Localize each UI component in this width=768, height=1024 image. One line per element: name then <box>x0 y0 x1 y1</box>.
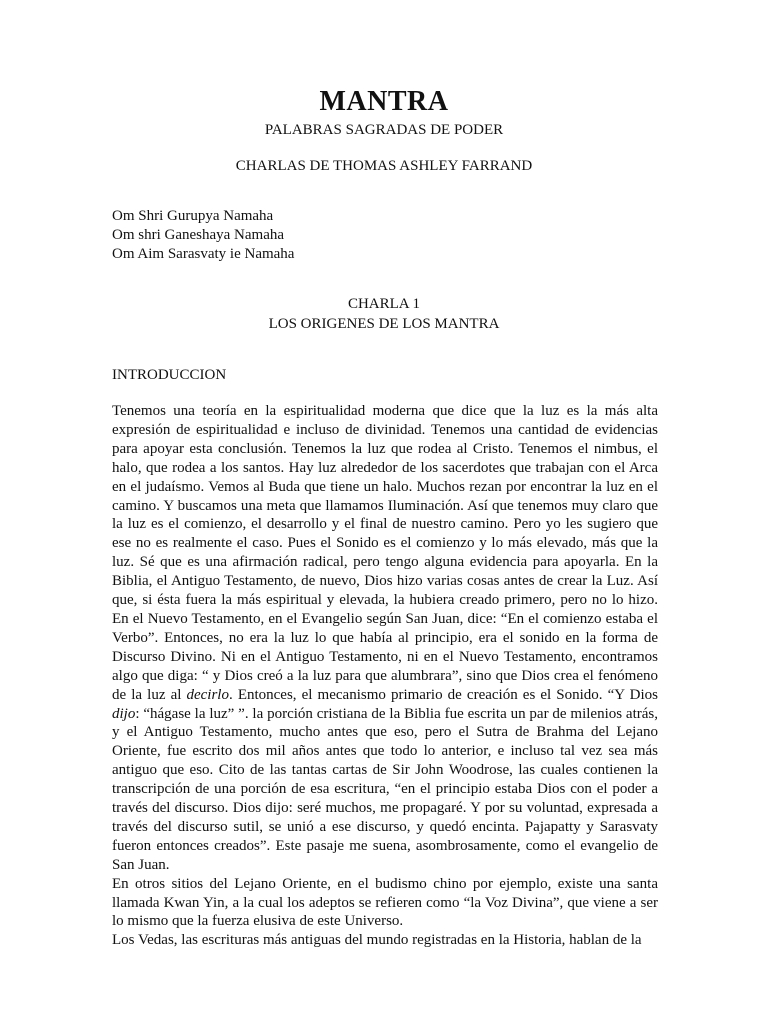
paragraph: Los Vedas, las escrituras más antiguas del mundo registradas en la Historia, hablan de la <box>112 932 642 949</box>
chapter-title: LOS ORIGENES DE LOS MANTRA <box>268 316 500 332</box>
section-heading: INTRODUCCION <box>112 367 227 383</box>
mantra-list <box>112 207 294 264</box>
paragraph-text: . Entonces, el mecanismo primario de creación es el Sonido. “Y Dios <box>228 686 658 703</box>
italic-word: dijo <box>112 705 136 722</box>
italic-word: decirlo <box>186 686 229 703</box>
body-text <box>112 402 658 950</box>
mantra-line: Om shri Ganeshaya Namaha <box>112 227 285 243</box>
mantra-line: Om Shri Gurupya Namaha <box>112 208 274 224</box>
paragraph: En otros sitios del Lejano Oriente, en el budismo chino por ejemplo, existe una santa llamada Kwan Yin, a la cual los adeptos se refieren como “la Voz Divina”, que viene a ser lo mismo que la fuerza elusiva de este Universo. <box>112 875 658 930</box>
paragraph <box>112 402 658 875</box>
document-subtitle: PALABRAS SAGRADAS DE PODER <box>264 122 504 138</box>
document-title: MANTRA <box>319 86 449 117</box>
mantra-line: Om Aim Sarasvaty ie Namaha <box>112 246 295 262</box>
author-line: CHARLAS DE THOMAS ASHLEY FARRAND <box>235 158 533 174</box>
paragraph-text: Tenemos una teoría en la espiritualidad moderna que dice que la luz es la más alta expresión de espiritualidad e incluso de divinidad. Tenemos una cantidad de evidencias para apoyar esta conclusión. Tenemos la luz que rodea al Cristo. Tenemos el nimbus, el halo, que rodea a los santos. Hay luz alrededor de los sacerdotes que trabajan con el Arca en el judaísmo. Vemos al Buda que tiene un halo. Muchos rezan por encontrar la luz en el camino. Y buscamos una meta que llamamos Iluminación. Así que tenemos muy claro que la luz es el comienzo, el desarrollo y el final de nuestro camino. Pero yo les sugiero que ese no es realmente el caso. Pues el Sonido es el comienzo y lo más elevado, más que la luz. Sé que es una afirmación radical, pero tengo alguna evidencia para apoyarla. En la Biblia, el Antiguo Testamento, de nuevo, Dios hizo varias cosas antes de crear la Luz. Así que, si ésta fuera la más espiritual y elevada, la hubiera creado primero, pero no lo hizo. En el Nuevo Testamento, en el Evangelio según San Juan, dice: “En el comienzo estaba el Verbo”. Entonces, no era la luz lo que había al principio, era el sonido en la forma de Discurso Divino. Ni en el Antiguo Testamento, ni en el Nuevo Testamento, encontramos algo que diga: “ y Dios creó a la luz para que alumbrara”, sino que Dios crea el fenómeno de la luz al <box>112 403 658 703</box>
chapter-number: CHARLA 1 <box>347 296 421 312</box>
paragraph-text: : “hágase la luz” ”. la porción cristiana de la Biblia fue escrita un par de milenios atrás, y el Antiguo Testamento, mucho antes que eso, pero el Sutra de Brahma del Lejano Oriente, fue escrito dos mil años antes que todo lo anterior, e incluso tal vez sea más antiguo que eso. Cito de las tantas cartas de Sir John Woodrose, las cuales contienen la transcripción de una porción de esa escritura, “en el principio estaba Dios con el poder a través del discurso. Dios dijo: seré muchos, me propagaré. Y por su voluntad, expresada a través del discurso sutil, se unió a ese discurso, y quedó encinta. Pajapatty y Sarasvaty fueron entonces creados”. Este pasaje me suena, asombrosamente, como el evangelio de San Juan. <box>112 705 658 873</box>
